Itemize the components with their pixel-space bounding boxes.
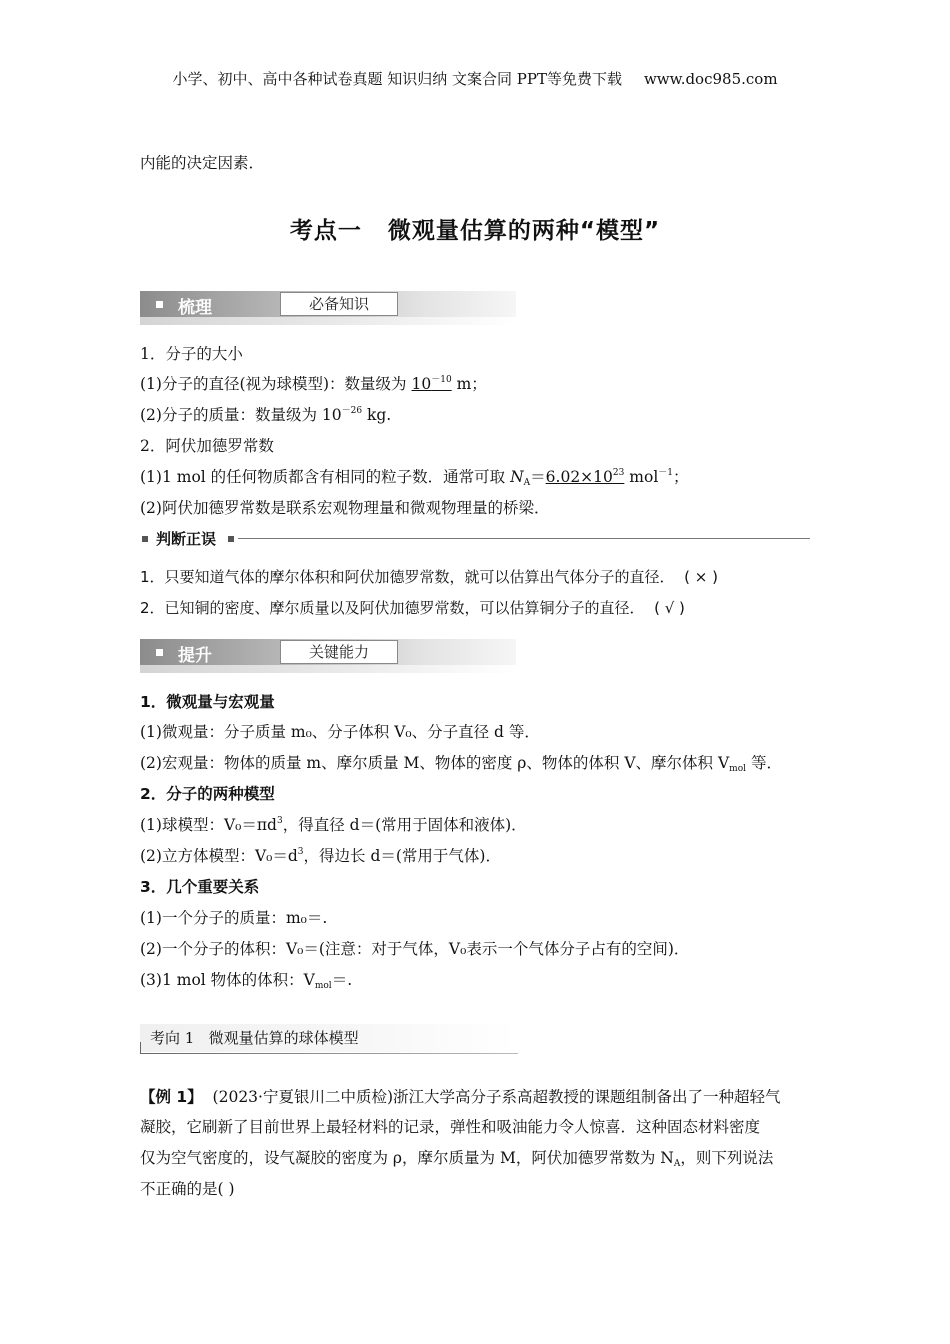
example-line-2: 凝胶，它刷新了目前世界上最轻材料的记录，弹性和吸油能力令人惊喜．这种固态材料密度 xyxy=(140,1118,761,1136)
shuli-line-2: (1)分子的直径(视为球模型)：数量级为 $10^{-10}$ m； xyxy=(140,375,487,393)
square-bullet-icon xyxy=(156,649,163,656)
banner-shuli xyxy=(140,291,516,329)
tisheng-heading-2: 2．分子的两种模型 xyxy=(140,785,275,803)
banner-tag: 关键能力 xyxy=(280,640,398,664)
title-part1: 考点一 xyxy=(289,218,362,244)
tisheng-line-4: (2)立方体模型：$V_0=d^3$，得边长 d＝(常用于气体)． xyxy=(140,847,501,865)
judge-answer-2: ( √ ) xyxy=(654,599,685,617)
banner-tag: 必备知识 xyxy=(280,292,398,316)
tisheng-line-2: (2)宏观量：物体的质量 m、摩尔质量 M、物体的密度 ρ、物体的体积 V、摩尔体积 $V_{mol}$ 等． xyxy=(140,754,782,774)
tisheng-heading-3: 3．几个重要关系 xyxy=(140,878,260,896)
section-title xyxy=(0,212,950,245)
page-header xyxy=(0,68,950,89)
shuli-line-5: (1)1 mol 的任何物质都含有相同的粒子数．通常可取 $N_A=6.02\times 10^{23}$ mol$^{-1}$； xyxy=(140,468,689,488)
tisheng-line-7: (3)1 mol 物体的体积：$V_{mol}=$. xyxy=(140,971,353,991)
square-bullet-icon xyxy=(156,301,163,308)
example-line-4: 不正确的是( ) xyxy=(140,1180,235,1198)
shuli-line-3: (2)分子的质量：数量级为 $10^{-26}$ kg. xyxy=(140,406,392,424)
example-line-3: 仅为空气密度的，设气凝胶的密度为 ρ，摩尔质量为 M，阿伏加德罗常数为 $N_A$，则下列说法 xyxy=(140,1149,774,1169)
judge-q2: 2．已知铜的密度、摩尔质量以及阿伏加德罗常数，可以估算铜分子的直径． ( √ ) xyxy=(140,599,685,617)
tisheng-line-5: (1)一个分子的质量：m₀＝. xyxy=(140,909,328,927)
example-line-1: 【例 1】 (2023·宁夏银川二中质检)浙江大学高分子系高超教授的课题组制备出了一种超轻气 xyxy=(140,1088,781,1106)
shuli-line-1: 1．分子的大小 xyxy=(140,345,243,363)
shuli-line-4: 2．阿伏加德罗常数 xyxy=(140,437,274,455)
banner-tisheng xyxy=(140,639,516,677)
tisheng-heading-1: 1．微观量与宏观量 xyxy=(140,693,275,711)
title-part2: 微观量估算的两种“模型” xyxy=(387,218,661,244)
banner-label: 梳理 xyxy=(178,298,212,318)
square-bullet-icon xyxy=(228,536,234,542)
judge-label: 判断正误 xyxy=(156,530,217,548)
example-tag: 【例 1】 xyxy=(140,1088,203,1106)
example-source: (2023·宁夏银川二中质检) xyxy=(212,1088,394,1106)
header-text: 小学、初中、高中各种试卷真题 知识归纳 文案合同 PPT等免费下载 xyxy=(172,70,622,88)
kaoxiang-title: 微观量估算的球体模型 xyxy=(208,1029,359,1047)
judge-q1: 1．只要知道气体的摩尔体积和阿伏加德罗常数，就可以估算出气体分子的直径． ( × ) xyxy=(140,568,718,586)
judge-divider xyxy=(140,528,810,550)
tisheng-line-6: (2)一个分子的体积：V₀＝(注意：对于气体，V₀表示一个气体分子占有的空间)． xyxy=(140,940,690,958)
header-site-link[interactable]: www.doc985.com xyxy=(643,70,778,88)
judge-answer-1: ( × ) xyxy=(684,568,718,586)
shuli-line-6: (2)阿伏加德罗常数是联系宏观物理量和微观物理量的桥梁． xyxy=(140,499,550,517)
kaoxiang-heading xyxy=(140,1024,518,1058)
tisheng-line-1: (1)微观量：分子质量 m₀、分子体积 V₀、分子直径 d 等． xyxy=(140,723,540,741)
square-bullet-icon xyxy=(142,536,148,542)
tisheng-line-3: (1)球模型：$V_0=\pi d^3$，得直径 d＝(常用于固体和液体)． xyxy=(140,816,527,834)
banner-label: 提升 xyxy=(178,646,212,666)
kaoxiang-label: 考向 1 xyxy=(150,1029,195,1047)
intro-line: 内能的决定因素． xyxy=(140,154,265,172)
